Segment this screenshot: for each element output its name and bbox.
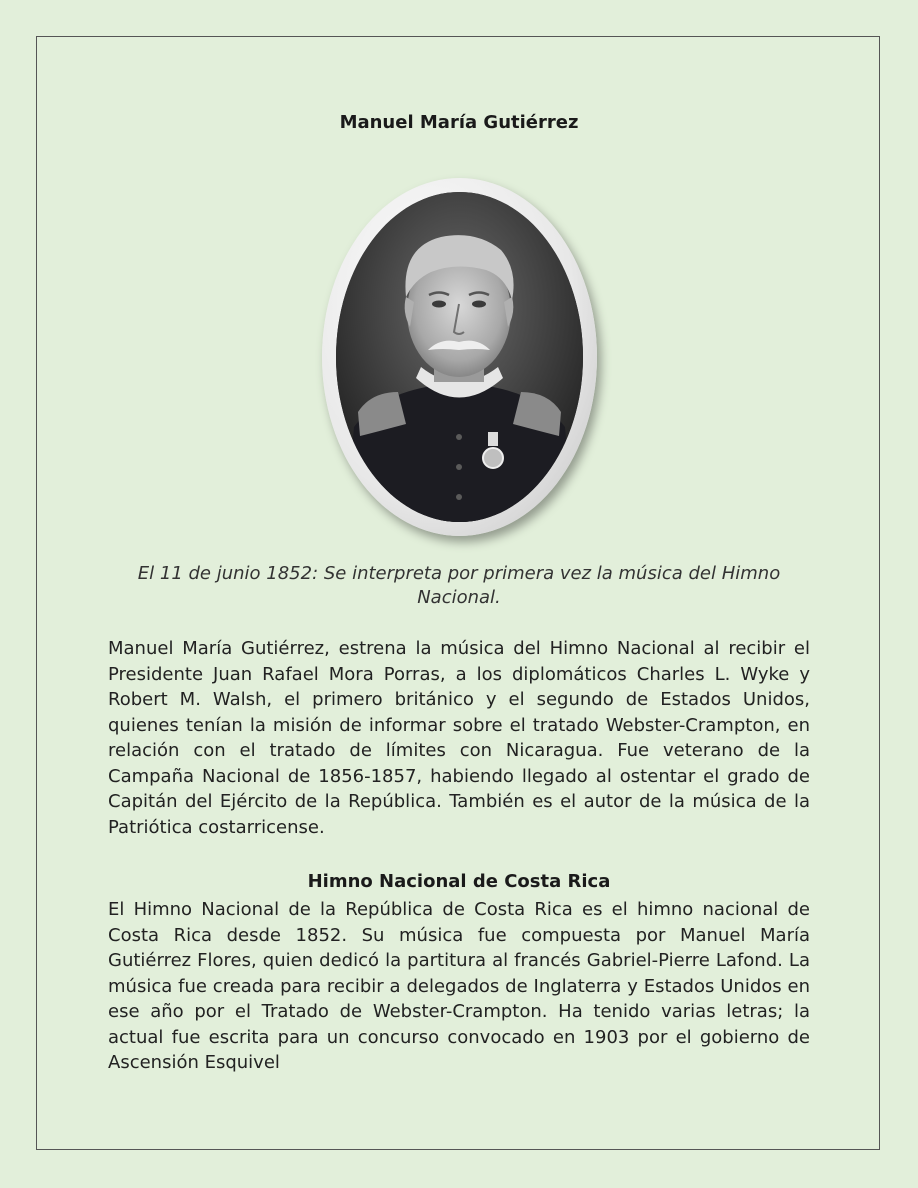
anthem-paragraph: El Himno Nacional de la República de Costa Rica es el himno nacional de Costa Rica desde 1852. Su música fue compuesta por Manuel María Gutiérrez Flores, quien dedicó la partitura al francés Gabriel-Pierre Lafond. La música fue creada para recibir a delegados de Inglaterra y Estados Unidos en ese año por el Tratado de Webster-Crampton. Ha tenido varias letras; la actual fue escrita para un concurso convocado en 1903 por el gobierno de Ascensión Esquivel xyxy=(108,899,810,1073)
document-title: Manuel María Gutiérrez xyxy=(339,112,579,133)
biography-paragraph: Manuel María Gutiérrez, estrena la música del Himno Nacional al recibir el Presidente Juan Rafael Mora Porras, a los diplomáticos Charles L. Wyke y Robert M. Walsh, el primero británico y el segundo de Estados Unidos, quienes tenían la misión de informar sobre el tratado Webster-Crampton, en relación con el tratado de límites con Nicaragua. Fue veterano de la Campaña Nacional de 1856-1857, habiendo llegado al ostentar el grado de Capitán del Ejército de la República. También es el autor de la música de la Patriótica costarricense. xyxy=(108,638,810,838)
portrait xyxy=(322,178,597,536)
portrait-photo-icon xyxy=(336,192,583,522)
portrait-caption: El 11 de junio 1852: Se interpreta por primera vez la música del Himno Nacional. xyxy=(137,563,781,608)
section-heading: Himno Nacional de Costa Rica xyxy=(307,871,611,892)
